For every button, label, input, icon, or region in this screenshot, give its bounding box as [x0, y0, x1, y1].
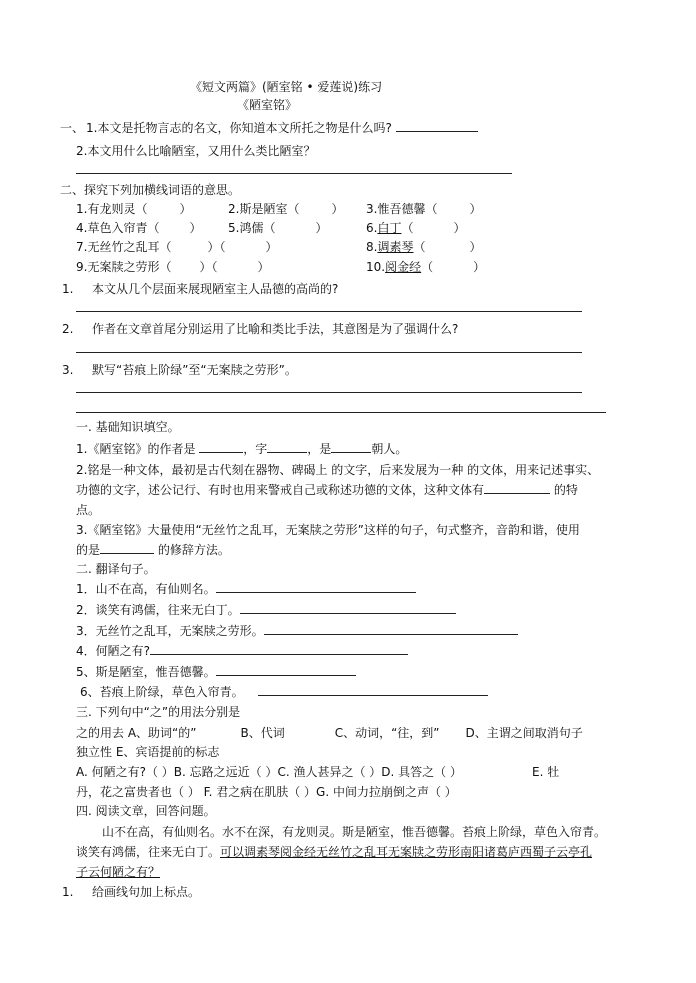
vocab-text: 2.斯是陋室（	[228, 202, 300, 216]
vocab-text: 7.无丝竹之乱耳（	[76, 240, 172, 254]
answer-blank[interactable]	[216, 663, 356, 676]
sec3-q-line2: 丹，花之富贵者也（ ） F. 君之病在肌肤（ ）G. 中间力拉崩倒之声（ ）	[76, 785, 457, 799]
answer-blank[interactable]	[331, 440, 371, 453]
underlined-passage: 可以调素琴阅金经无丝竹之乱耳无案牍之劳形南阳诸葛庐西蜀子云亭孔	[220, 845, 593, 859]
vocab-text: ）（	[199, 260, 218, 274]
vocab-text: 4.草色入帘青（	[76, 221, 160, 235]
vocab-text: ）	[331, 202, 344, 216]
translate-text: 2．谈笑有鸿儒，往来无白丁。	[76, 603, 240, 617]
vocab-item	[76, 219, 201, 237]
part2-title: 二、探究下列加横线词语的意思。	[60, 183, 241, 197]
translate-item	[80, 683, 488, 701]
part1-q1	[86, 119, 478, 137]
translate-text: 4．何陋之有?	[76, 644, 151, 658]
vocab-underlined-word: 调素琴	[377, 240, 414, 254]
sec2-title: 二. 翻译句子。	[76, 562, 156, 576]
sec3-title: 三. 下列句中“之”的用法分别是	[76, 705, 241, 719]
translate-item	[76, 601, 456, 619]
passage-line	[76, 863, 160, 881]
page-title: 《短文两篇》(陋室铭 • 爱莲说)练习	[190, 80, 383, 94]
vocab-text: ）	[265, 240, 278, 254]
vocab-text: ）	[453, 221, 466, 235]
translate-item	[76, 642, 408, 660]
vocab-text: ）	[315, 221, 328, 235]
question-text: 默写“苔痕上阶绿”至“无案牍之劳形”。	[92, 363, 297, 377]
sec1-q2-line2	[76, 481, 578, 499]
vocab-text: 1.有龙则灵（	[76, 202, 148, 216]
question-number: 1.	[62, 282, 74, 296]
option-text: B、代词	[240, 726, 285, 740]
sec1-q3-line1: 3.《陋室铭》大量使用“无丝竹之乱耳，无案牍之劳形”这样的句子，句式整齐，音韵和谐，使用	[76, 523, 580, 537]
vocab-item	[366, 219, 466, 237]
sec1-q2-line1: 2.铭是一种文体，最初是古代刻在器物、碑碣上 的文字，后来发展为一种 的文体，用来记述事实、	[76, 463, 600, 477]
sec3-q-text: A. 何陋之有?（ ）B. 忘路之远近（ ）C. 渔人甚异之（ ）D. 具答之（ ）	[76, 765, 462, 779]
sec3-q-text: E. 牡	[532, 765, 560, 779]
sec3-q-line1	[76, 763, 559, 781]
sec1-q3-text: 的是	[76, 543, 101, 557]
answer-blank[interactable]	[396, 119, 478, 132]
passage-line	[76, 843, 592, 861]
answer-blank[interactable]	[216, 580, 416, 593]
answer-blank[interactable]	[240, 601, 456, 614]
vocab-text: （	[401, 221, 414, 235]
vocab-text: ）	[189, 221, 202, 235]
sec1-q2-line3: 点。	[76, 503, 101, 517]
sec1-q1	[76, 440, 407, 458]
vocab-item	[366, 238, 482, 256]
sec1-q2-text: 功德的文字，述公记行、有时也用来警戒自己或称述功德的文体，这种文体有	[76, 483, 485, 497]
vocab-item	[366, 200, 481, 218]
vocab-item	[76, 238, 277, 256]
vocab-text: 9.无案牍之劳形（	[76, 260, 172, 274]
sec1-q3-line2	[76, 541, 230, 559]
sec1-q1-text: 1.《陋室铭》的作者是	[76, 442, 196, 456]
option-text: C、动词，“往，到”	[334, 726, 440, 740]
sec1-q1-text: ，字	[243, 442, 268, 456]
section-subtitle: 《陋室铭》	[237, 98, 298, 112]
vocab-text: ）	[257, 260, 270, 274]
sec3-options-2: 独立性 E、宾语提前的标志	[76, 745, 220, 759]
vocab-item	[228, 200, 343, 218]
sec4-title: 四. 阅读文章，回答问题。	[76, 804, 216, 818]
answer-blank[interactable]	[267, 440, 307, 453]
vocab-underlined-word: 阅金经	[385, 260, 422, 274]
answer-blank[interactable]	[258, 683, 488, 696]
vocab-item	[76, 258, 269, 276]
vocab-text: 10.	[366, 260, 386, 274]
question-number: 2.	[62, 322, 74, 336]
answer-line[interactable]	[76, 352, 582, 353]
answer-line[interactable]	[76, 311, 582, 312]
answer-blank[interactable]	[150, 642, 408, 655]
vocab-text: 6.	[366, 221, 378, 235]
vocab-text: ）	[179, 202, 192, 216]
translate-text: 6、苔痕上阶绿，草色入帘青。	[80, 685, 244, 699]
vocab-item	[76, 200, 191, 218]
question-number: 3.	[62, 363, 74, 377]
sec1-q2-text: 的特	[550, 483, 578, 497]
vocab-text: ）	[473, 260, 486, 274]
vocab-text: ）	[469, 240, 482, 254]
part1-q2: 2.本文用什么比喻陋室，又用什么类比陋室？	[76, 144, 316, 158]
sec1-q1-text: ，是	[307, 442, 332, 456]
option-text: 之的用去 A、助词“的”	[76, 726, 197, 740]
sec3-options	[76, 724, 583, 742]
question-text: 本文从几个层面来展现陋室主人品德的高尚的?	[92, 282, 339, 296]
translate-item	[76, 663, 356, 681]
passage-line: 山不在高，有仙则名。水不在深，有龙则灵。斯是陋室，惟吾德馨。苔痕上阶绿，草色入帘青。	[102, 825, 607, 839]
question-text: 给画线句加上标点。	[92, 885, 201, 899]
translate-text: 5、斯是陋室，惟吾德馨。	[76, 665, 216, 679]
answer-line[interactable]	[76, 392, 582, 393]
vocab-text: ）（	[207, 240, 226, 254]
passage-text: 谈笑有鸿儒，往来无白丁。	[76, 845, 221, 859]
vocab-text: （	[421, 260, 434, 274]
vocab-underlined-word: 白丁	[377, 221, 402, 235]
part1-q1-text: 1.本文是托物言志的名文，你知道本文所托之物是什么吗?	[86, 121, 392, 135]
answer-blank[interactable]	[484, 481, 550, 494]
vocab-item	[228, 219, 327, 237]
sec1-q1-text: 朝人。	[371, 442, 408, 456]
vocab-item	[366, 258, 485, 276]
answer-blank[interactable]	[199, 440, 243, 453]
option-text: D、主谓之间取消句子	[465, 726, 583, 740]
part1-number: 一、	[60, 121, 85, 135]
answer-line[interactable]	[76, 173, 512, 174]
translate-text: 3．无丝竹之乱耳，无案牍之劳形。	[76, 624, 264, 638]
vocab-text: 3.惟吾德馨（	[366, 202, 438, 216]
vocab-text: 8.	[366, 240, 378, 254]
answer-blank[interactable]	[100, 541, 154, 554]
answer-line[interactable]	[76, 412, 606, 413]
translate-item	[76, 622, 518, 640]
vocab-text: （	[413, 240, 426, 254]
vocab-text: ）	[469, 202, 482, 216]
vocab-text: 5.鸿儒（	[228, 221, 276, 235]
question-text: 作者在文章首尾分别运用了比喻和类比手法，其意图是为了强调什么?	[92, 322, 459, 336]
sec1-title: 一. 基础知识填空。	[76, 420, 180, 434]
answer-blank[interactable]	[264, 622, 518, 635]
question-number: 1.	[62, 885, 74, 899]
translate-text: 1．山不在高，有仙则名。	[76, 582, 216, 596]
sec1-q3-text: 的修辞方法。	[154, 543, 230, 557]
underlined-passage: 子云何陋之有？	[76, 865, 161, 879]
translate-item	[76, 580, 416, 598]
